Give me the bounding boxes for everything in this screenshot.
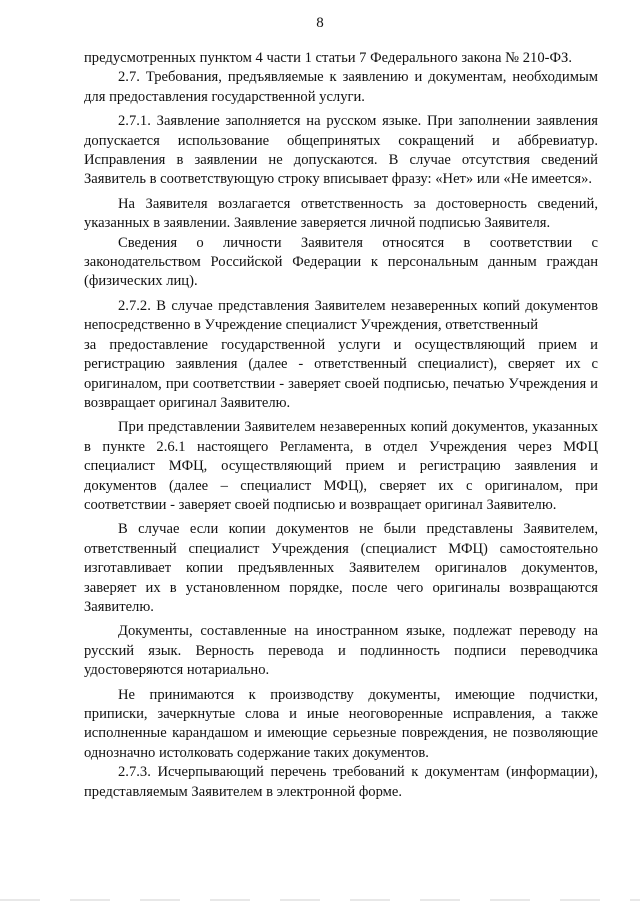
paragraph-9: В случае если копии документов не были представлены Заявителем, ответственный специалист Учреждения (специалист МФЦ) самостоятельно изготавливает копии предъявленных Заявителем оригиналов документов, заверяет их в установленном порядке, после чего оригиналы возвращаются Заявителю. — [84, 521, 598, 615]
paragraph-2: 2.7. Требования, предъявляемые к заявлению и документам, необходимым для предоставления государственной услуги. — [84, 69, 598, 105]
paragraph-6: 2.7.2. В случае представления Заявителем незаверенных копий документов непосредственно в Учреждение специалист Учреждения, ответственный — [84, 297, 598, 334]
page-bottom-edge — [0, 899, 640, 901]
paragraph-5: Сведения о личности Заявителя относятся в соответствии с законодательством Российской Федерации к персональным данным граждан (физических лиц). — [84, 234, 598, 290]
paragraph-10: Документы, составленные на иностранном языке, подлежат переводу на русский язык. Верность перевода и подлинность подписи переводчика удостоверяются нотариально. — [84, 623, 598, 679]
document-body — [84, 49, 598, 802]
paragraph-7: за предоставление государственной услуги и осуществляющий прием и регистрацию заявления (далее - ответственный специалист), сверяет их с оригиналом, при соответствии - заверяет своей подписью, печатью Учреждения и возвращает оригинал Заявителю. — [84, 336, 598, 411]
paragraph-12: 2.7.3. Исчерпывающий перечень требований к документам (информации), представляемым Заявителем в электронной форме. — [84, 764, 598, 800]
paragraph-8: При представлении Заявителем незаверенных копий документов, указанных в пункте 2.6.1 настоящего Регламента, в отдел Учреждения через МФЦ специалист МФЦ, осуществляющий прием и регистрацию заявления и документов (далее – специалист МФЦ), сверяет их с оригиналом, при соответствии - заверяет своей подписью и возвращает оригинал Заявителю. — [84, 419, 598, 513]
paragraph-1: предусмотренных пунктом 4 части 1 статьи 7 Федерального закона № 210-ФЗ. — [84, 50, 572, 66]
paragraph-11: Не принимаются к производству документы, имеющие подчистки, приписки, зачеркнутые слова и иные неоговоренные исправления, а также исполненные карандашом и имеющие серьезные повреждения, не позволяющие однозначно истолковать содержание таких документов. — [84, 686, 598, 761]
paragraph-3: 2.7.1. Заявление заполняется на русском языке. При заполнении заявления допускается использование общепринятых сокращений и аббревиатур. Исправления в заявлении не допускаются. В случае отсутствия сведений Заявитель в соответствующую строку вписывает фразу: «Нет» или «Не имеется». — [84, 113, 598, 188]
page-number: 8 — [316, 15, 324, 31]
paragraph-4: На Заявителя возлагается ответственность за достоверность сведений, указанных в заявлении. Заявление заверяется личной подписью Заявителя. — [84, 195, 598, 232]
